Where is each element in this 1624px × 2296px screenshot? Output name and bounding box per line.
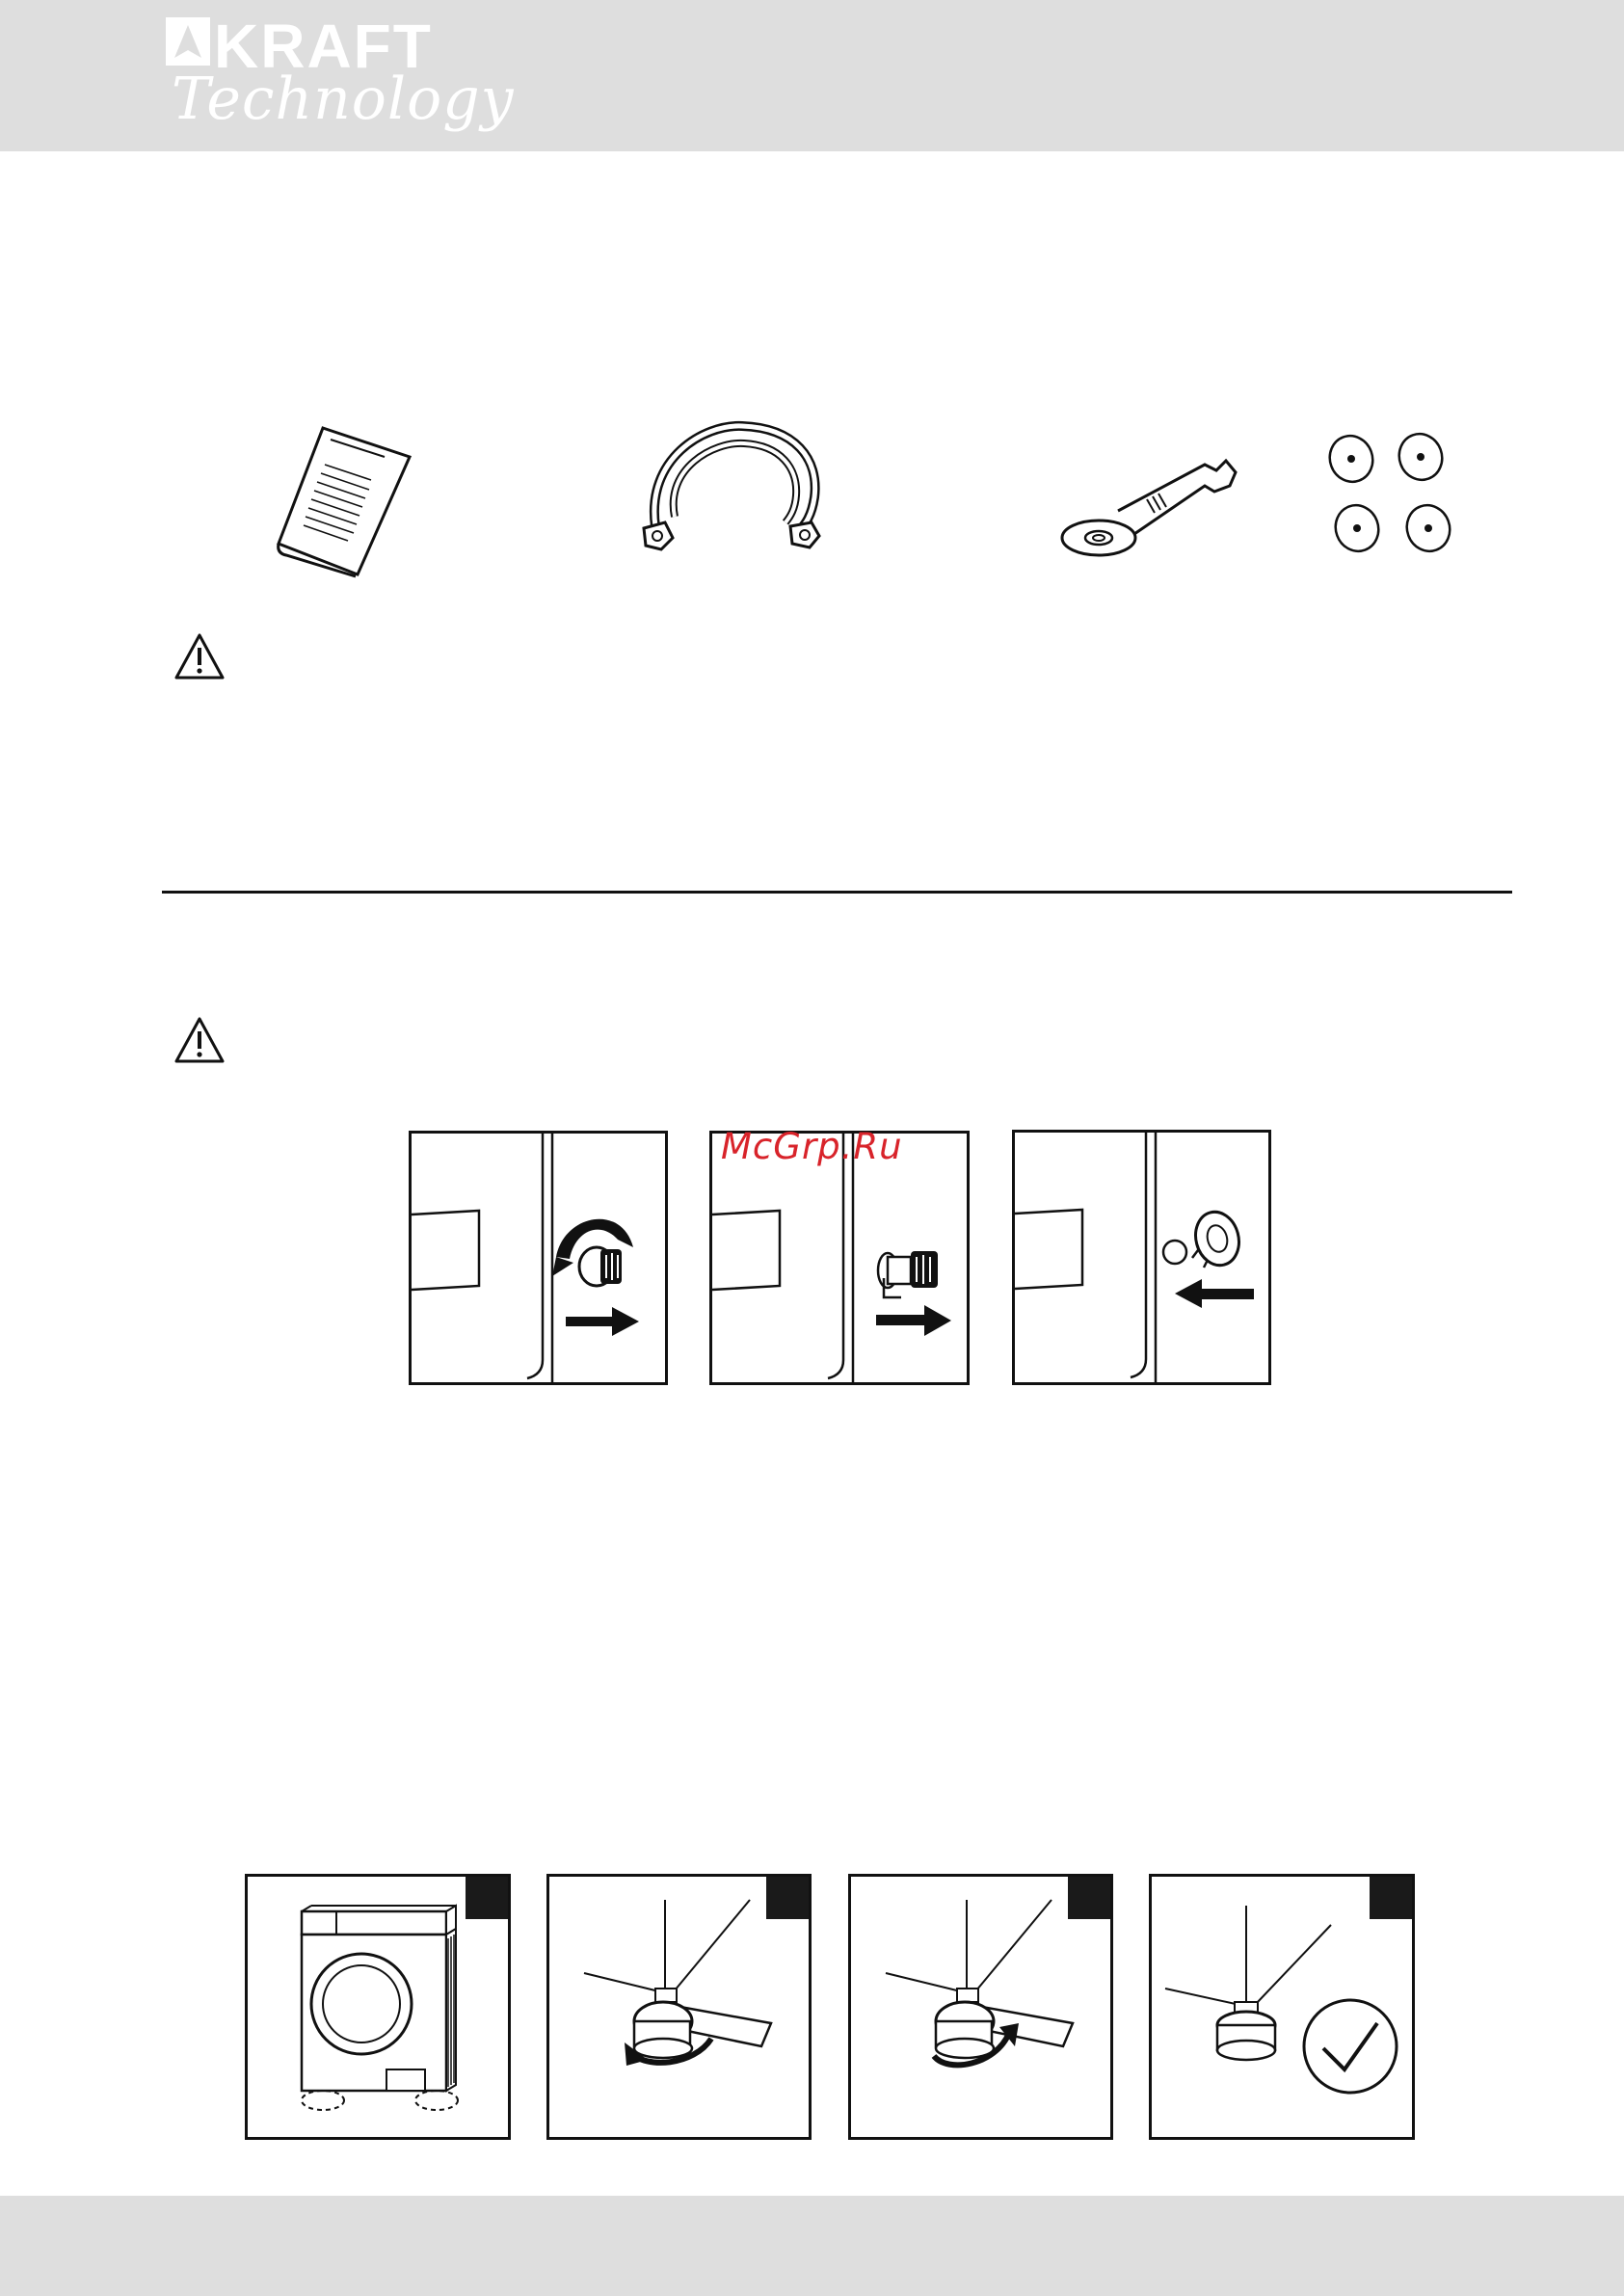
leveling-step-2	[546, 1874, 812, 2140]
foot-level-ok-figure	[1152, 1877, 1412, 2137]
leveling-step-4	[1149, 1874, 1415, 2140]
leveling-step-3	[848, 1874, 1113, 2140]
foot-tighten-figure	[851, 1877, 1110, 2137]
brand-name: KRAFT	[214, 12, 433, 81]
watermark-text: McGrp.Ru	[721, 1126, 903, 1167]
leveling-step-1	[245, 1874, 511, 2140]
cap-insert-figure	[1015, 1133, 1268, 1382]
bolt-pull-out-figure	[712, 1134, 967, 1382]
warning-triangle-icon	[173, 1016, 226, 1064]
manual-booklet-icon	[275, 420, 414, 579]
inlet-hose-icon	[636, 420, 829, 555]
foot-loosen-figure	[549, 1877, 809, 2137]
bolt-removal-step-3	[1012, 1130, 1271, 1385]
warning-triangle-icon	[173, 632, 226, 681]
brand-tagline: Technology	[172, 66, 515, 133]
bolt-unscrew-figure	[412, 1134, 665, 1382]
washing-machine-feet-figure	[248, 1877, 508, 2137]
spanner-wrench-icon	[1060, 443, 1238, 559]
section-divider	[162, 891, 1512, 894]
footer-bar	[0, 2196, 1624, 2296]
header-bar	[0, 0, 1624, 151]
bolt-removal-step-2	[709, 1131, 970, 1385]
bolt-removal-step-1	[409, 1131, 668, 1385]
transport-hole-caps-icon	[1320, 432, 1455, 557]
